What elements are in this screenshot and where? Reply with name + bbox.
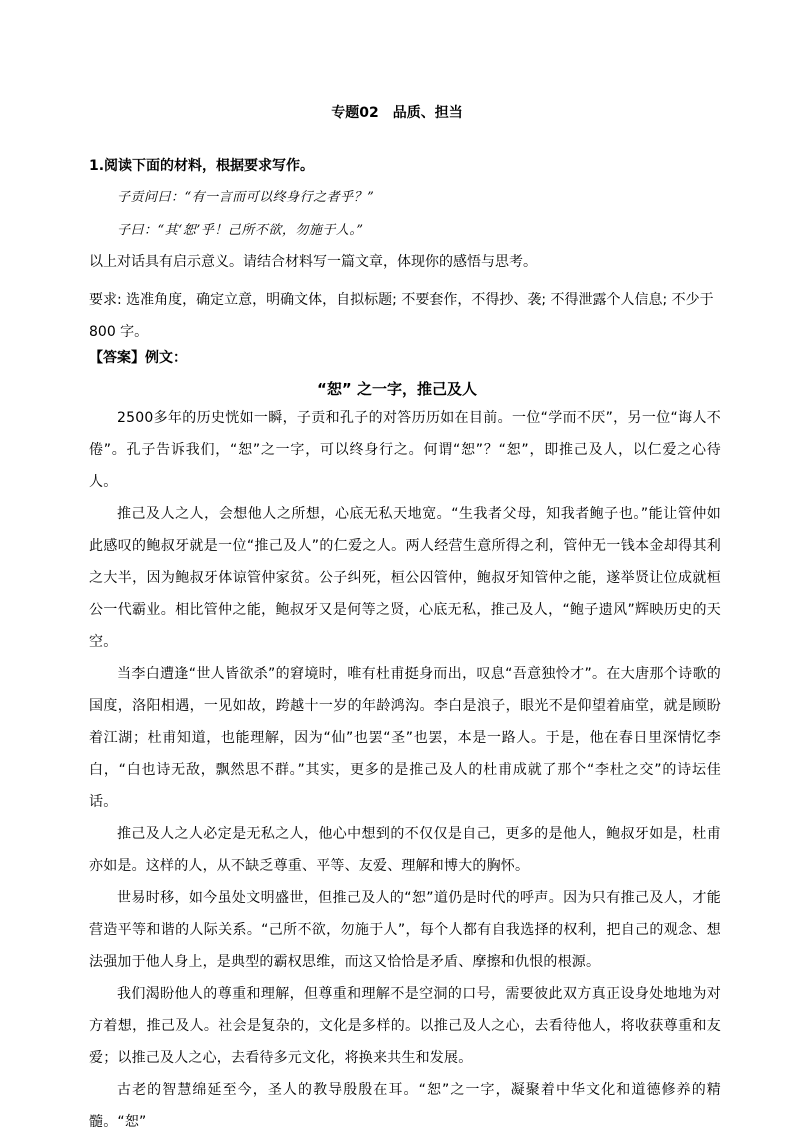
requirement-text: 要求: 选准角度，确定立意，明确文体，自拟标题; 不要套作，不得抄、袭; 不得泄露个人信息; 不少于 800 字。 bbox=[89, 292, 714, 340]
essay-paragraph: 当李白遭逢“世人皆欲杀”的窘境时，唯有杜甫挺身而出，叹息“吾意独怜才”。在大唐那个诗歌的国度，洛阳相遇，一见如故，跨越十一岁的年龄鸿沟。李白是浪子，眼光不是仰望着庙堂，就是顾盼着江湖；杜甫知道，也能理解，因为“仙”也罢“圣”也罢，本是一路人。于是，他在春日里深情忆李白，“白也诗无敌，飘然思不群。”其实，更多的是推己及人的杜甫成就了那个“李杜之交”的诗坛佳话。 bbox=[89, 666, 721, 810]
essay-body bbox=[89, 402, 721, 1138]
question-heading: 1.阅读下面的材料，根据要求写作。 bbox=[89, 158, 315, 174]
material-quote-2: 子曰：“其‘恕’乎！己所不欲，勿施于人。” bbox=[117, 223, 364, 238]
essay-paragraph: 我们渴盼他人的尊重和理解，但尊重和理解不是空洞的口号，需要彼此双方真正设身处地地为对方着想，推己及人。社会是复杂的，文化是多样的。以推己及人之心，去看待他人，将收获尊重和友爱；以推己及人之心，去看待多元文化，将换来共生和发展。 bbox=[89, 986, 721, 1066]
essay-paragraph: 世易时移，如今虽处文明盛世，但推己及人的“恕”道仍是时代的呼声。因为只有推己及人，才能营造平等和谐的人际关系。“己所不欲，勿施于人”，每个人都有自我选择的权利，把自己的观念、想法强加于他人身上，是典型的霸权思维，而这又恰恰是矛盾、摩擦和仇恨的根源。 bbox=[89, 890, 721, 970]
page-title: 专题02 品质、担当 bbox=[331, 105, 463, 121]
essay-paragraph: 推己及人之人，会想他人之所想，心底无私天地宽。“生我者父母，知我者鲍子也。”能让管仲如此感叹的鲍叔牙就是一位“推己及人”的仁爱之人。两人经营生意所得之利，管仲无一钱本金却得其利之大半，因为鲍叔牙体谅管仲家贫。公子纠死，桓公囚管仲，鲍叔牙知管仲之能，遂举贤让位成就桓公一代霸业。相比管仲之能，鲍叔牙又是何等之贤，心底无私，推己及人，“鲍子遗风”辉映历史的天空。 bbox=[89, 506, 721, 650]
essay-title: “恕” 之一字，推己及人 bbox=[317, 380, 477, 398]
instruction-text: 以上对话具有启示意义。请结合材料写一篇文章，体现你的感悟与思考。 bbox=[89, 254, 537, 270]
essay-paragraph: 2500多年的历史恍如一瞬，子贡和孔子的对答历历如在目前。一位“学而不厌”，另一位“诲人不倦”。孔子告诉我们，“恕”之一字，可以终身行之。何谓“恕”？“恕”，即推己及人，以仁爱之心待人。 bbox=[89, 410, 721, 490]
essay-paragraph: 古老的智慧绵延至今，圣人的教导殷殷在耳。“恕”之一字，凝聚着中华文化和道德修养的精髓。“恕” bbox=[89, 1082, 721, 1130]
answer-label: 【答案】例文： bbox=[89, 350, 187, 366]
material-quote-1: 子贡问曰：“有一言而可以终身行之者乎？” bbox=[117, 190, 375, 205]
essay-paragraph: 推己及人之人必定是无私之人，他心中想到的不仅仅是自己，更多的是他人，鲍叔牙如是，杜甫亦如是。这样的人，从不缺乏尊重、平等、友爱、理解和博大的胸怀。 bbox=[89, 826, 721, 874]
